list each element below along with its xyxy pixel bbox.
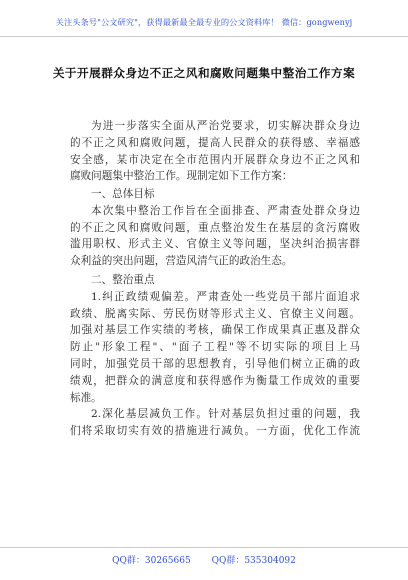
paragraph-line: 安全感，某市决定在全市范围内开展群众身边不正之风和: [70, 153, 360, 166]
paragraph-line: 的不正之风和腐败问题，提高人民群众的获得感、幸福感: [70, 136, 360, 149]
paragraph-line: 防止"形象工程"、"面子工程"等不切实际的项目上马: [70, 341, 360, 354]
paragraph-line: 众利益的突出问题，营造风清气正的政治生态。: [70, 255, 293, 268]
footer-divider: [0, 547, 408, 548]
paragraph-line: 同时，加强党员干部的思想教育，引导他们树立正确的政: [70, 357, 360, 370]
paragraph-line: 标准。: [70, 391, 102, 404]
paragraph-line: 的不正之风和腐败问题，重点整治发生在基层的贪污腐败: [70, 221, 360, 234]
header-divider: [0, 36, 408, 37]
section-heading: 一、总体目标: [91, 188, 155, 200]
paragraph-line: 绩观，把群众的满意度和获得感作为衡量工作成效的重要: [70, 374, 360, 387]
section-overall-goal: [70, 186, 360, 270]
paragraph-line: 为进一步落实全面从严治党要求，切实解决群众身边: [91, 120, 360, 132]
paragraph-line: 政绩、脱离实际、劳民伤财等形式主义、官僚主义问题。: [70, 307, 360, 320]
intro-paragraph: [70, 118, 360, 185]
section-heading: 二、整治重点: [91, 274, 155, 286]
qq-group-1: QQ群：30265665: [112, 556, 191, 566]
section-key-points: [70, 272, 360, 440]
promo-banner: 关注头条号"公文研究"，获得最新最全最专业的公文资料库！ 微信：gongwenyj: [55, 17, 353, 27]
document-title: 关于开展群众身边不正之风和腐败问题集中整治工作方案: [52, 66, 356, 80]
footer-contacts: [0, 553, 408, 566]
paragraph-line: 加强对基层工作实绩的考核，确保工作成果真正惠及群众: [70, 324, 360, 337]
paragraph-line: 们将采取切实有效的措施进行减负。一方面，优化工作流: [70, 425, 360, 438]
paragraph-line: 腐败问题集中整治工作。现制定如下工作方案：: [70, 170, 293, 183]
paragraph-line: 2.深化基层减负工作。针对基层负担过重的问题，我: [91, 408, 360, 421]
paragraph-line: 1.纠正政绩观偏差。严肃查处一些党员干部片面追求: [91, 290, 360, 303]
qq-group-2: QQ群：535304092: [211, 556, 296, 566]
paragraph-line: 滥用职权、形式主义、官僚主义等问题，坚决纠治损害群: [70, 238, 360, 251]
paragraph-line: 本次集中整治工作旨在全面排查、严肃查处群众身边: [91, 204, 360, 217]
